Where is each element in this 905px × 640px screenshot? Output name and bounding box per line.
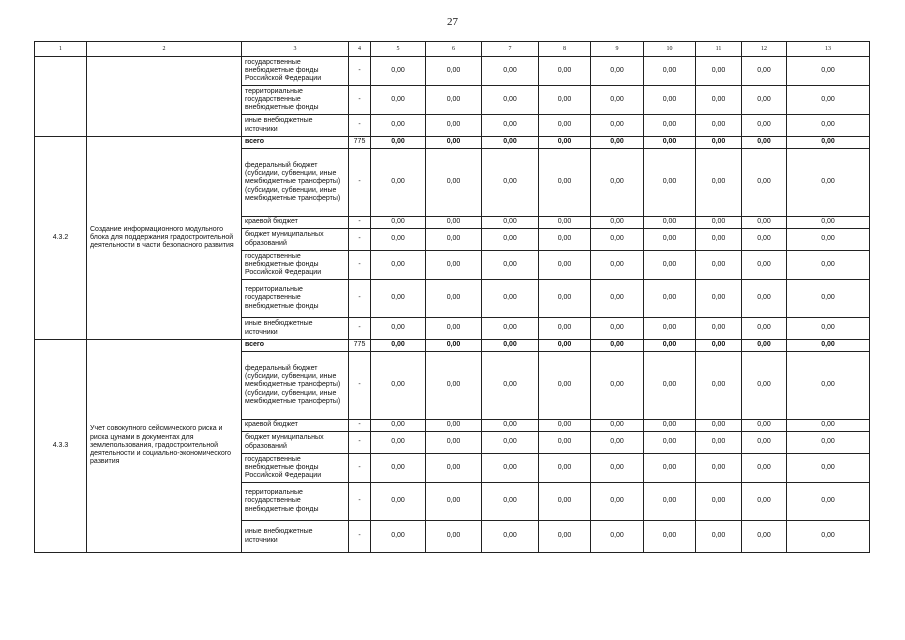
budget-code: -: [349, 229, 371, 251]
amount-cell: 0,00: [696, 229, 742, 251]
header-cell: 4: [349, 42, 371, 57]
amount-cell: 0,00: [426, 251, 482, 280]
amount-cell: 0,00: [644, 280, 696, 318]
header-cell: 7: [482, 42, 539, 57]
amount-cell: 0,00: [591, 137, 644, 149]
amount-cell: 0,00: [591, 340, 644, 352]
amount-cell: 0,00: [482, 149, 539, 217]
amount-cell: 0,00: [426, 229, 482, 251]
budget-code: -: [349, 521, 371, 553]
amount-cell: 0,00: [644, 229, 696, 251]
item-number: [35, 57, 87, 137]
funding-source: федеральный бюджет (субсидии, субвенции, иные межбюджетные трансферты) (субсидии, субвенции, иные межбюджетные трансферты): [242, 149, 349, 217]
funding-source: краевой бюджет: [242, 420, 349, 432]
amount-cell: 0,00: [426, 217, 482, 229]
amount-cell: 0,00: [644, 352, 696, 420]
amount-cell: 0,00: [426, 483, 482, 521]
table-body: [35, 57, 870, 553]
funding-source: иные внебюджетные источники: [242, 318, 349, 340]
table-row-total: [35, 137, 870, 149]
amount-cell: 0,00: [482, 340, 539, 352]
header-cell: 11: [696, 42, 742, 57]
funding-source: территориальные государственные внебюджетные фонды: [242, 86, 349, 115]
amount-cell: 0,00: [426, 432, 482, 454]
budget-code: -: [349, 280, 371, 318]
funding-source: государственные внебюджетные фонды Российской Федерации: [242, 57, 349, 86]
amount-cell: 0,00: [371, 280, 426, 318]
amount-cell: 0,00: [742, 149, 787, 217]
amount-cell: 0,00: [742, 57, 787, 86]
amount-cell: 0,00: [742, 251, 787, 280]
amount-cell: 0,00: [539, 86, 591, 115]
budget-code: -: [349, 251, 371, 280]
header-cell: 13: [787, 42, 870, 57]
amount-cell: 0,00: [539, 420, 591, 432]
amount-cell: 0,00: [696, 280, 742, 318]
amount-cell: 0,00: [426, 149, 482, 217]
amount-cell: 0,00: [787, 137, 870, 149]
amount-cell: 0,00: [371, 432, 426, 454]
amount-cell: 0,00: [591, 454, 644, 483]
table-header: [35, 42, 870, 57]
amount-cell: 0,00: [426, 86, 482, 115]
amount-cell: 0,00: [371, 115, 426, 137]
amount-cell: 0,00: [371, 86, 426, 115]
amount-cell: 0,00: [371, 137, 426, 149]
amount-cell: 0,00: [371, 420, 426, 432]
amount-cell: 0,00: [539, 115, 591, 137]
amount-cell: 0,00: [742, 280, 787, 318]
amount-cell: 0,00: [591, 483, 644, 521]
amount-cell: 0,00: [644, 86, 696, 115]
header-cell: 9: [591, 42, 644, 57]
amount-cell: 0,00: [591, 217, 644, 229]
amount-cell: 0,00: [742, 483, 787, 521]
amount-cell: 0,00: [539, 280, 591, 318]
item-name: [87, 57, 242, 137]
amount-cell: 0,00: [426, 352, 482, 420]
amount-cell: 0,00: [644, 420, 696, 432]
amount-cell: 0,00: [482, 420, 539, 432]
amount-cell: 0,00: [742, 318, 787, 340]
amount-cell: 0,00: [644, 149, 696, 217]
amount-cell: 0,00: [644, 115, 696, 137]
item-name: Создание информационного модульного блока для поддержания градостроительной деятельности в части безопасного развития: [87, 137, 242, 340]
amount-cell: 0,00: [591, 149, 644, 217]
budget-code: -: [349, 86, 371, 115]
amount-cell: 0,00: [426, 137, 482, 149]
amount-cell: 0,00: [371, 251, 426, 280]
amount-cell: 0,00: [591, 86, 644, 115]
amount-cell: 0,00: [591, 115, 644, 137]
funding-source: бюджет муниципальных образований: [242, 432, 349, 454]
amount-cell: 0,00: [696, 217, 742, 229]
amount-cell: 0,00: [482, 483, 539, 521]
budget-code: -: [349, 454, 371, 483]
amount-cell: 0,00: [787, 432, 870, 454]
amount-cell: 0,00: [696, 432, 742, 454]
amount-cell: 0,00: [371, 454, 426, 483]
amount-cell: 0,00: [426, 115, 482, 137]
amount-cell: 0,00: [591, 318, 644, 340]
amount-cell: 0,00: [426, 420, 482, 432]
amount-cell: 0,00: [787, 521, 870, 553]
amount-cell: 0,00: [696, 57, 742, 86]
amount-cell: 0,00: [539, 483, 591, 521]
amount-cell: 0,00: [371, 521, 426, 553]
funding-source: государственные внебюджетные фонды Российской Федерации: [242, 454, 349, 483]
amount-cell: 0,00: [787, 340, 870, 352]
amount-cell: 0,00: [426, 340, 482, 352]
amount-cell: 0,00: [591, 420, 644, 432]
amount-cell: 0,00: [539, 521, 591, 553]
amount-cell: 0,00: [371, 352, 426, 420]
amount-cell: 0,00: [426, 521, 482, 553]
amount-cell: 0,00: [371, 57, 426, 86]
header-cell: 12: [742, 42, 787, 57]
amount-cell: 0,00: [742, 454, 787, 483]
amount-cell: 0,00: [539, 432, 591, 454]
amount-cell: 0,00: [787, 86, 870, 115]
amount-cell: 0,00: [482, 137, 539, 149]
amount-cell: 0,00: [591, 432, 644, 454]
amount-cell: 0,00: [787, 115, 870, 137]
amount-cell: 0,00: [539, 340, 591, 352]
amount-cell: 0,00: [696, 352, 742, 420]
budget-code: 775: [349, 340, 371, 352]
funding-source: территориальные государственные внебюджетные фонды: [242, 280, 349, 318]
budget-code: -: [349, 115, 371, 137]
budget-code: -: [349, 149, 371, 217]
amount-cell: 0,00: [482, 86, 539, 115]
amount-cell: 0,00: [742, 115, 787, 137]
amount-cell: 0,00: [787, 57, 870, 86]
amount-cell: 0,00: [371, 340, 426, 352]
amount-cell: 0,00: [742, 217, 787, 229]
amount-cell: 0,00: [482, 57, 539, 86]
funding-source: бюджет муниципальных образований: [242, 229, 349, 251]
amount-cell: 0,00: [591, 229, 644, 251]
amount-cell: 0,00: [696, 137, 742, 149]
amount-cell: 0,00: [539, 57, 591, 86]
amount-cell: 0,00: [787, 483, 870, 521]
budget-code: -: [349, 420, 371, 432]
amount-cell: 0,00: [742, 521, 787, 553]
table-row-total: [35, 340, 870, 352]
amount-cell: 0,00: [482, 432, 539, 454]
amount-cell: 0,00: [644, 57, 696, 86]
amount-cell: 0,00: [644, 217, 696, 229]
amount-cell: 0,00: [371, 217, 426, 229]
amount-cell: 0,00: [644, 318, 696, 340]
amount-cell: 0,00: [539, 318, 591, 340]
amount-cell: 0,00: [644, 340, 696, 352]
funding-source: иные внебюджетные источники: [242, 115, 349, 137]
amount-cell: 0,00: [482, 318, 539, 340]
budget-code: -: [349, 352, 371, 420]
funding-source: всего: [242, 137, 349, 149]
amount-cell: 0,00: [696, 340, 742, 352]
amount-cell: 0,00: [696, 521, 742, 553]
amount-cell: 0,00: [787, 352, 870, 420]
amount-cell: 0,00: [742, 420, 787, 432]
amount-cell: 0,00: [591, 521, 644, 553]
budget-code: 775: [349, 137, 371, 149]
amount-cell: 0,00: [482, 217, 539, 229]
amount-cell: 0,00: [696, 251, 742, 280]
budget-code: -: [349, 483, 371, 521]
funding-source: всего: [242, 340, 349, 352]
amount-cell: 0,00: [644, 251, 696, 280]
amount-cell: 0,00: [482, 352, 539, 420]
budget-code: -: [349, 432, 371, 454]
amount-cell: 0,00: [482, 454, 539, 483]
budget-code: -: [349, 318, 371, 340]
funding-source: иные внебюджетные источники: [242, 521, 349, 553]
amount-cell: 0,00: [696, 454, 742, 483]
amount-cell: 0,00: [539, 137, 591, 149]
amount-cell: 0,00: [787, 149, 870, 217]
amount-cell: 0,00: [742, 352, 787, 420]
amount-cell: 0,00: [539, 217, 591, 229]
funding-source: государственные внебюджетные фонды Российской Федерации: [242, 251, 349, 280]
amount-cell: 0,00: [591, 280, 644, 318]
amount-cell: 0,00: [539, 352, 591, 420]
amount-cell: 0,00: [787, 217, 870, 229]
amount-cell: 0,00: [482, 280, 539, 318]
funding-source: федеральный бюджет (субсидии, субвенции, иные межбюджетные трансферты) (субсидии, субвенции, иные межбюджетные трансферты): [242, 352, 349, 420]
amount-cell: 0,00: [426, 454, 482, 483]
amount-cell: 0,00: [644, 483, 696, 521]
item-name: Учет совокупного сейсмического риска и риска цунами в документах для землепользования, градостроительной деятельности и социально-экономического развития: [87, 340, 242, 553]
funding-source: краевой бюджет: [242, 217, 349, 229]
page-number: 27: [447, 16, 458, 28]
header-cell: 5: [371, 42, 426, 57]
header-cell: 3: [242, 42, 349, 57]
header-cell: 2: [87, 42, 242, 57]
amount-cell: 0,00: [787, 420, 870, 432]
amount-cell: 0,00: [644, 521, 696, 553]
amount-cell: 0,00: [371, 318, 426, 340]
amount-cell: 0,00: [482, 521, 539, 553]
amount-cell: 0,00: [787, 280, 870, 318]
amount-cell: 0,00: [371, 229, 426, 251]
amount-cell: 0,00: [696, 318, 742, 340]
amount-cell: 0,00: [482, 115, 539, 137]
budget-code: -: [349, 57, 371, 86]
amount-cell: 0,00: [742, 137, 787, 149]
header-cell: 8: [539, 42, 591, 57]
table-row: [35, 57, 870, 86]
amount-cell: 0,00: [696, 483, 742, 521]
amount-cell: 0,00: [787, 318, 870, 340]
amount-cell: 0,00: [426, 318, 482, 340]
amount-cell: 0,00: [696, 149, 742, 217]
amount-cell: 0,00: [539, 229, 591, 251]
amount-cell: 0,00: [644, 137, 696, 149]
amount-cell: 0,00: [371, 483, 426, 521]
amount-cell: 0,00: [539, 149, 591, 217]
amount-cell: 0,00: [482, 229, 539, 251]
amount-cell: 0,00: [539, 251, 591, 280]
item-number: 4.3.2: [35, 137, 87, 340]
header-cell: 1: [35, 42, 87, 57]
amount-cell: 0,00: [787, 454, 870, 483]
amount-cell: 0,00: [591, 251, 644, 280]
amount-cell: 0,00: [742, 432, 787, 454]
amount-cell: 0,00: [742, 86, 787, 115]
amount-cell: 0,00: [787, 251, 870, 280]
amount-cell: 0,00: [742, 340, 787, 352]
amount-cell: 0,00: [591, 352, 644, 420]
amount-cell: 0,00: [539, 454, 591, 483]
amount-cell: 0,00: [696, 86, 742, 115]
amount-cell: 0,00: [644, 454, 696, 483]
amount-cell: 0,00: [482, 251, 539, 280]
amount-cell: 0,00: [426, 57, 482, 86]
header-cell: 6: [426, 42, 482, 57]
budget-table: [34, 41, 870, 553]
amount-cell: 0,00: [426, 280, 482, 318]
item-number: 4.3.3: [35, 340, 87, 553]
amount-cell: 0,00: [644, 432, 696, 454]
budget-code: -: [349, 217, 371, 229]
amount-cell: 0,00: [371, 149, 426, 217]
funding-source: территориальные государственные внебюджетные фонды: [242, 483, 349, 521]
amount-cell: 0,00: [742, 229, 787, 251]
amount-cell: 0,00: [696, 115, 742, 137]
amount-cell: 0,00: [696, 420, 742, 432]
amount-cell: 0,00: [787, 229, 870, 251]
header-row: [35, 42, 870, 57]
amount-cell: 0,00: [591, 57, 644, 86]
header-cell: 10: [644, 42, 696, 57]
